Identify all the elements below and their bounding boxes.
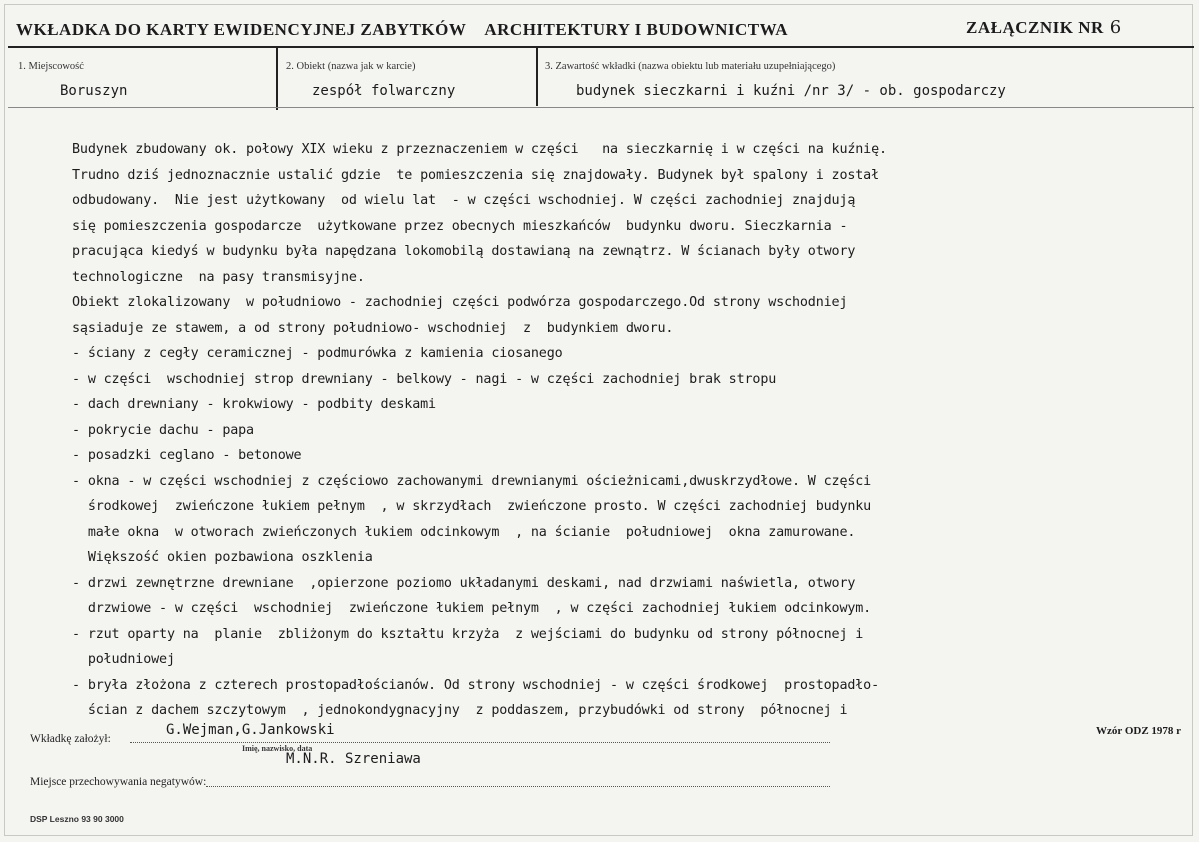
author-value: G.Wejman,G.Jankowski [166, 722, 335, 738]
description-line: Większość okien pozbawiona oszklenia [72, 550, 373, 565]
description-line: środkowej zwieńczone łukiem pełnym , w skrzydłach zwieńczone prosto. W części zachodniej budynku [72, 499, 872, 514]
form-title [16, 20, 788, 40]
description-line: drzwiowe - w części wschodniej zwieńczone łukiem pełnym , w części zachodniej łukiem odcinkowym. [72, 601, 872, 616]
description-line: - posadzki ceglano - betonowe [72, 448, 302, 463]
annex-label-text: ZAŁĄCZNIK NR [966, 18, 1104, 37]
description-line: - rzut oparty na planie zbliżonym do kształtu krzyża z wejściami do budynku od strony północnej i [72, 626, 864, 642]
author-caption: Imię, nazwisko, data [242, 744, 313, 753]
header-rule [8, 46, 1194, 48]
description-line: małe okna w otworach zwieńczonych łukiem odcinkowym , na ścianie południowej okna zamurowane. [72, 524, 856, 540]
content-label: 3. Zawartość wkładki (nazwa obiektu lub materiału uzupełniającego) [545, 61, 836, 72]
storage-dotline [206, 774, 830, 787]
institution-value: M.N.R. Szreniawa [286, 751, 421, 767]
description-line: się pomieszczenia gospodarcze użytkowane przez obecnych mieszkańców budynku dworu. Sieczkarnia - [72, 218, 848, 234]
annex-number: 6 [1109, 17, 1122, 38]
form-title-part1: WKŁADKA DO KARTY EWIDENCYJNEJ ZABYTKÓW [16, 20, 467, 39]
field-rule [8, 107, 1194, 108]
author-label: Wkładkę założył: [30, 733, 111, 745]
description-line: technologiczne na pasy transmisyjne. [72, 269, 365, 285]
locality-value: Boruszyn [60, 83, 128, 99]
print-code: DSP Leszno 93 90 3000 [30, 814, 124, 824]
description-line: południowej [72, 652, 175, 667]
form-title-part2: ARCHITEKTURY I BUDOWNICTWA [484, 20, 789, 39]
description-line: - dach drewniany - krokwiowy - podbity deskami [72, 397, 436, 412]
description-line: ścian z dachem szczytowym , jednokondygnacyjny z poddaszem, przybudówki od strony północnej i [72, 703, 848, 718]
object-label: 2. Obiekt (nazwa jak w karcie) [286, 61, 416, 72]
description-line: - okna - w części wschodniej z częściowo zachowanymi drewnianymi ościeżnicami,dwuskrzydłowe. W części [72, 473, 872, 489]
description-line: Budynek zbudowany ok. połowy XIX wieku z przeznaczeniem w części na sieczkarnię i w części na kuźnię. [72, 142, 887, 157]
object-value: zespół folwarczny [312, 83, 456, 99]
content-value: budynek sieczkarni i kuźni /nr 3/ - ob. gospodarczy [576, 83, 1006, 99]
template-note: Wzór ODZ 1978 r [1096, 725, 1182, 737]
description-line: - bryła złożona z czterech prostopadłościanów. Od strony wschodniej - w części środkowej prostopadło- [72, 677, 880, 693]
description-line: odbudowany. Nie jest użytkowany od wielu lat - w części wschodniej. W części zachodniej znajdują [72, 193, 856, 208]
description-line: - ściany z cegły ceramicznej - podmurówka z kamienia ciosanego [72, 346, 563, 361]
description-line: pracująca kiedyś w budynku była napędzana lokomobilą dostawianą na zewnątrz. W ścianach były otwory [72, 244, 856, 259]
field-divider-1 [276, 48, 278, 110]
description-line: - pokrycie dachu - papa [72, 422, 254, 438]
description-line: - w części wschodniej strop drewniany - belkowy - nagi - w części zachodniej brak stropu [72, 371, 777, 387]
locality-label: 1. Miejscowość [18, 61, 84, 72]
description-line: - drzwi zewnętrzne drewniane ,opierzone poziomo układanymi deskami, nad drzwiami naświetla, otwory [72, 575, 856, 591]
description-line: Obiekt zlokalizowany w południowo - zachodniej części podwórza gospodarczego.Od strony wschodniej [72, 295, 848, 310]
description-line: Trudno dziś jednoznacznie ustalić gdzie te pomieszczenia się znajdowały. Budynek był spalony i został [72, 167, 880, 183]
description-text [72, 137, 1172, 724]
annex-label [966, 17, 1122, 38]
field-divider-2 [536, 48, 538, 106]
description-line: sąsiaduje ze stawem, a od strony południowo- wschodniej z budynkiem dworu. [72, 320, 674, 336]
storage-label: Miejsce przechowywania negatywów: [30, 776, 207, 788]
